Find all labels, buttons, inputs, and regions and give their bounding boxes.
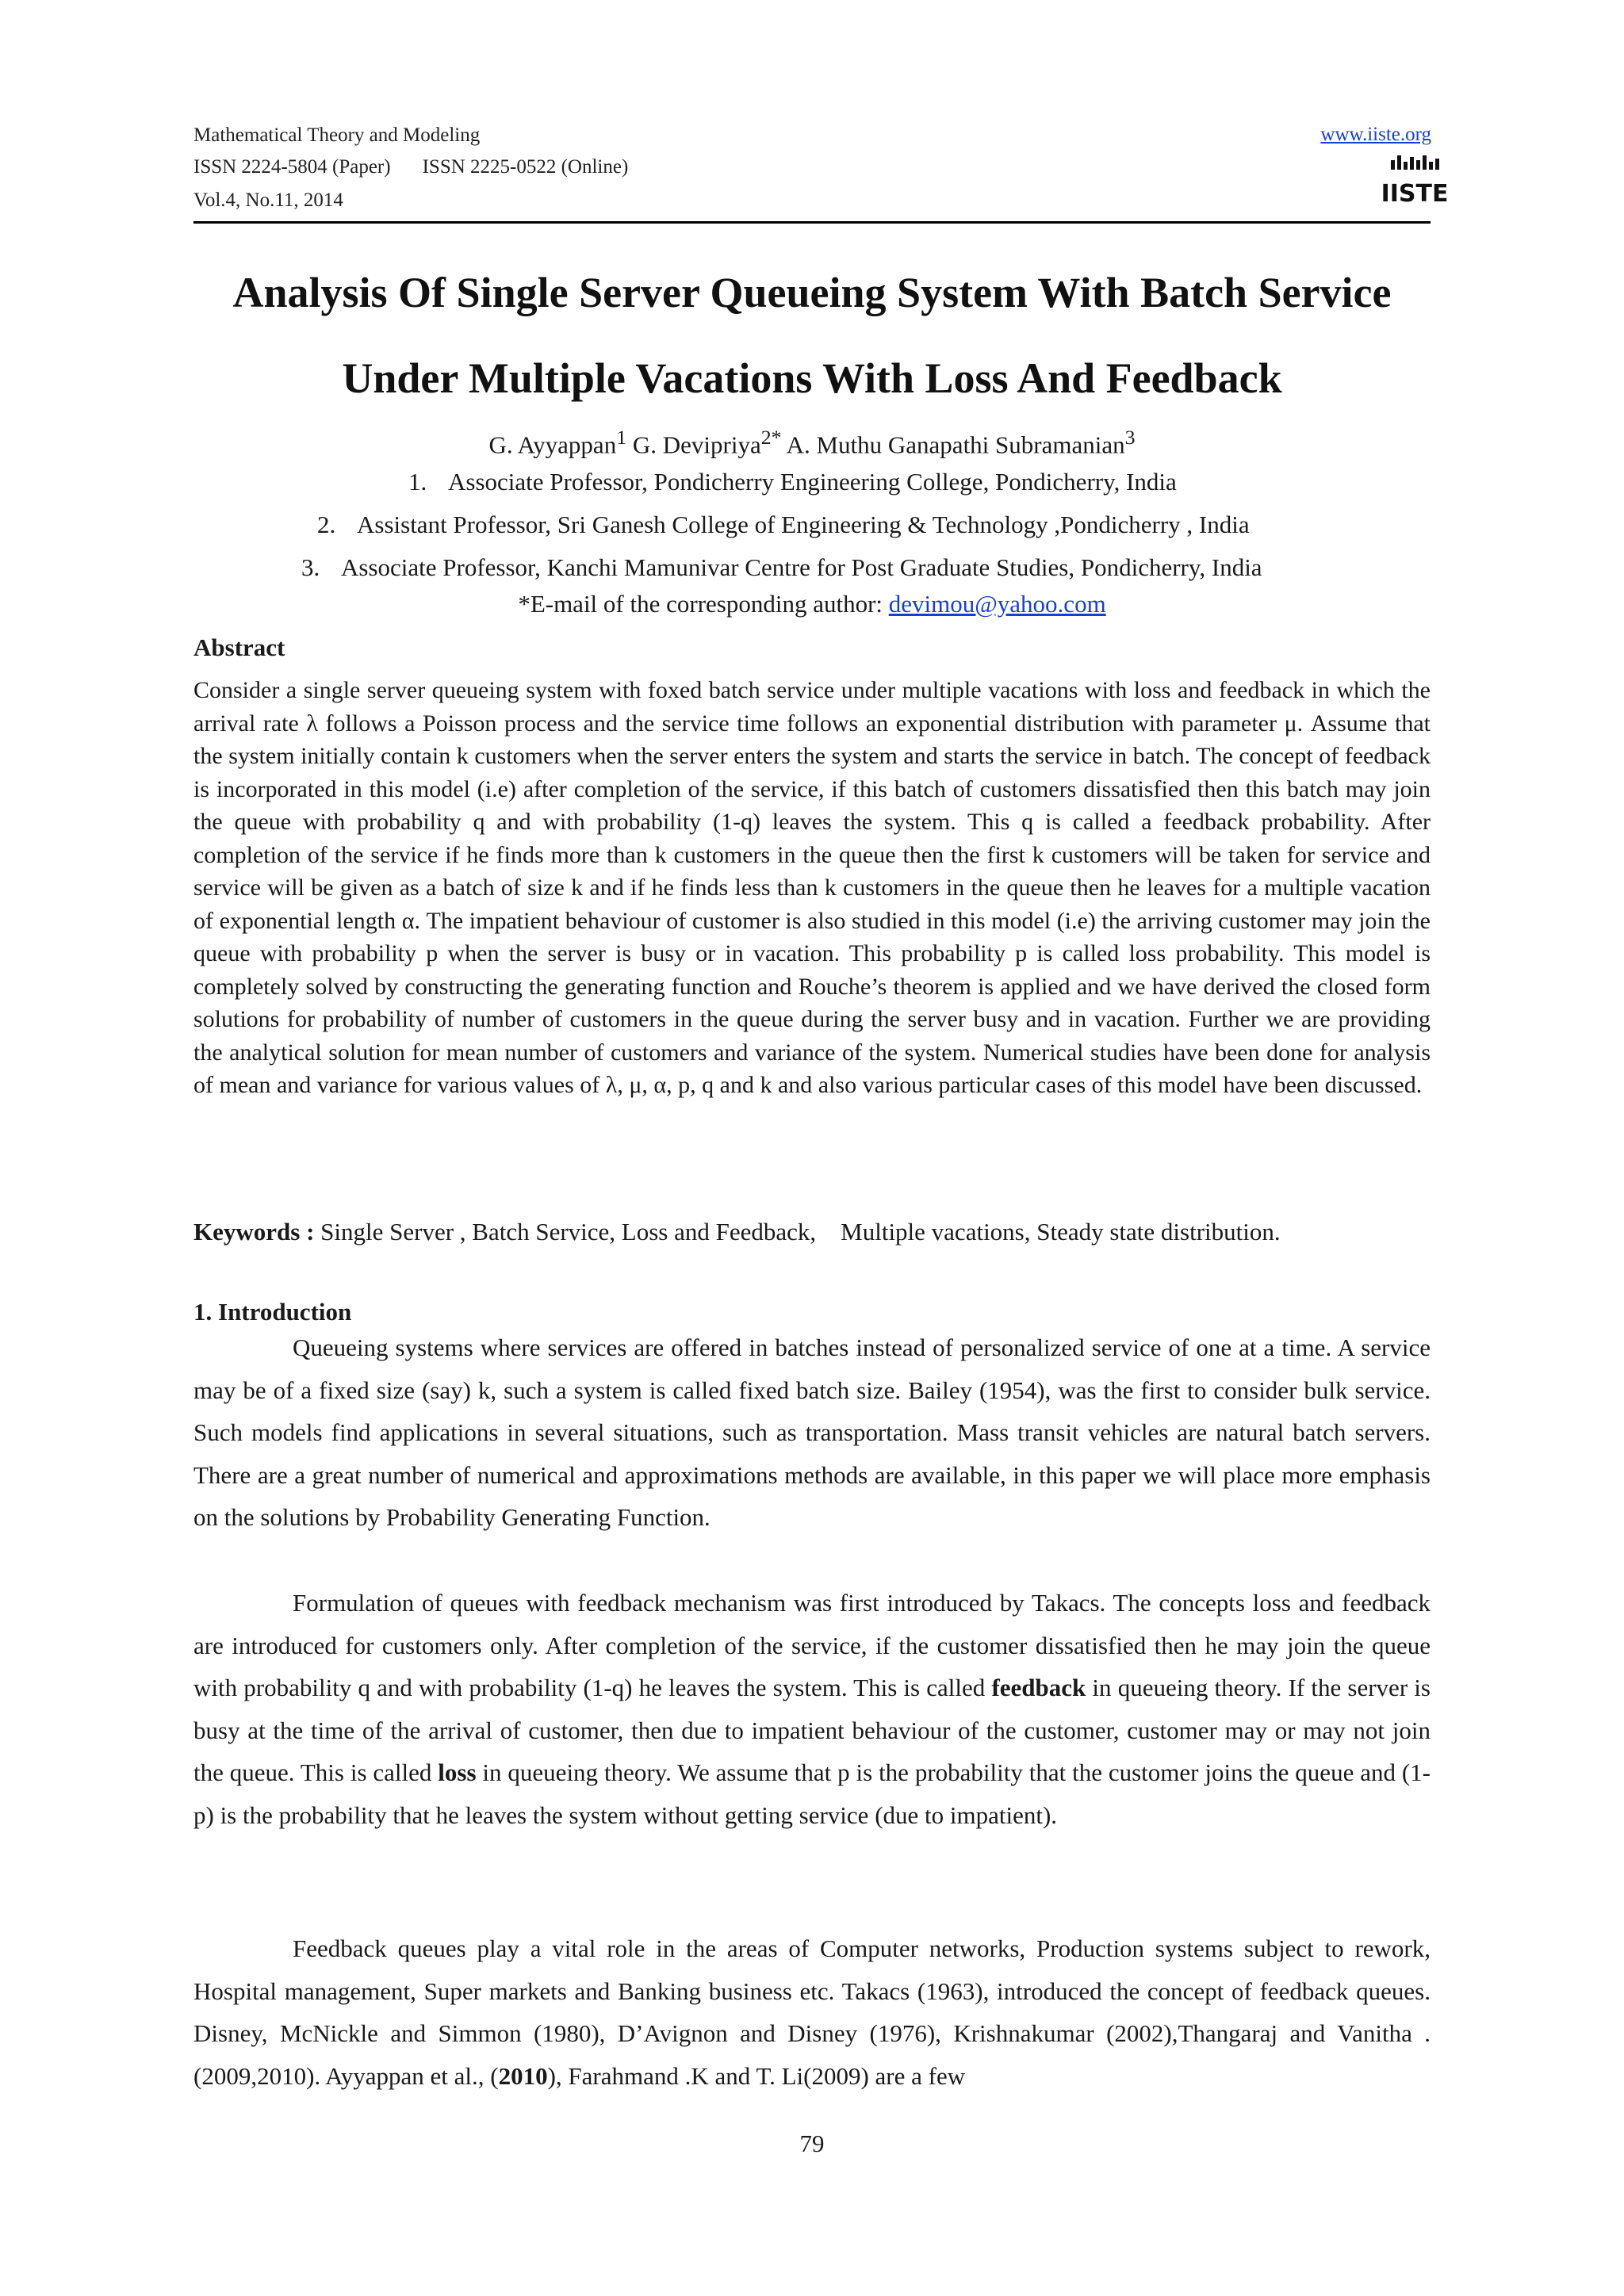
affiliation-3-text: Associate Professor, Kanchi Mamunivar Centre for Post Graduate Studies, Pondicherry, India xyxy=(341,553,1262,581)
iiste-logo xyxy=(1381,154,1449,208)
p2-text-d: in queueing theory. We assume that p is the probability that the customer joins the queue and (1-p) is the probability that he leaves the system without getting service (due to impatient). xyxy=(193,1758,1431,1829)
intro-paragraph-1: Queueing systems where services are offered in batches instead of personalized service of one at a time. A service may be of a fixed size (say) k, such a system is called fixed batch size. Bailey (1954), was the first to consider bulk service. Such models find applications in several situations, such as transportation. Mass transit vehicles are natural batch servers. There are a great number of numerical and approximations methods are available, in this paper we will place more emphasis on the solutions by Probability Generating Function. xyxy=(193,1334,1431,1531)
keywords-text: Single Server , Batch Service, Loss and Feedback, Multiple vacations, Steady state distribution. xyxy=(320,1218,1281,1246)
p3-text-c: ), Farahmand .K and T. Li(2009) are a few xyxy=(547,2061,966,2090)
author-2: G. Devipriya xyxy=(626,430,761,459)
logo-text: IISTE xyxy=(1381,180,1449,208)
keywords xyxy=(193,1216,1431,1248)
affiliation-1-number: 1. xyxy=(408,468,427,496)
affiliation-1 xyxy=(408,467,1177,497)
author-line xyxy=(193,423,1431,460)
abstract-heading: Abstract xyxy=(193,633,285,661)
affiliation-3 xyxy=(301,553,1262,583)
paper-title-line-2: Under Multiple Vacations With Loss And Feedback xyxy=(342,354,1282,402)
intro-paragraph-2 xyxy=(193,1582,1431,1836)
p3-bold-year: 2010 xyxy=(498,2061,548,2090)
affiliation-2-number: 2. xyxy=(317,511,336,538)
p2-text-c: in queueing theory. If the server is busy at the time of the arrival of customer, then due to impatient behaviour of the customer, customer may or may not join the queue. This is called xyxy=(193,1674,1431,1786)
affiliation-2-text: Assistant Professor, Sri Ganesh College of Engineering & Technology ,Pondicherry , India xyxy=(357,511,1250,538)
affiliation-2 xyxy=(317,510,1250,540)
intro-paragraph-3 xyxy=(193,1927,1431,2097)
paper-title-line-1: Analysis Of Single Server Queueing System With Batch Service xyxy=(232,269,1392,316)
issn-line xyxy=(193,155,628,179)
abstract-text: Consider a single server queueing system with foxed batch service under multiple vacations with loss and feedback in which the arrival rate λ follows a Poisson process and the service time follows an exponential distribution with parameter μ. Assume that the system initially contain k customers when the server enters the system and starts the service in batch. The concept of feedback is incorporated in this model (i.e) after completion of the service, if this batch of customers dissatisfied then this batch may join the queue with probability q and with probability (1-q) leaves the system. This q is called a feedback probability. After completion of the service if he finds more than k customers in the queue then the first k customers will be taken for service and service will be given as a batch of size k and if he finds less than k customers in the queue then he leaves for a multiple vacation of exponential length α. The impatient behaviour of customer is also studied in this model (i.e) the arriving customer may join the queue with probability p when the server is busy or in vacation. This probability p is called loss probability. This model is completely solved by constructing the generating function and Rouche’s theorem is applied and we have derived the closed form solutions for probability of number of customers in the queue during the server busy and in vacation. Further we are providing the analytical solution for mean number of customers and variance of the system. Numerical studies have been done for analysis of mean and variance for various values of λ, μ, α, p, q and k and also various particular cases of this model have been discussed. xyxy=(193,677,1431,1098)
issn-paper: ISSN 2224-5804 (Paper) xyxy=(193,156,391,178)
term-feedback: feedback xyxy=(991,1674,1086,1701)
p3-text-a: Feedback queues play a vital role in the areas of Computer networks, Production systems subject to rework, Hospital management, Super markets and Banking business etc. Takacs (1963), introduced the concept of feedback queues. Disney, McNickle and Simmon (1980), D’Avignon and Disney (1976), Krishnakumar (2002),Thangaraj and Vanitha . (2009,2010). Ayyappan et al., ( xyxy=(193,1934,1431,2090)
introduction-heading: 1. Introduction xyxy=(193,1298,352,1326)
journal-name: Mathematical Theory and Modeling xyxy=(193,124,481,146)
affiliation-3-number: 3. xyxy=(301,553,320,581)
email-label: *E-mail of the corresponding author: xyxy=(518,590,889,618)
author-1: G. Ayyappan xyxy=(488,430,617,459)
journal-website-link[interactable]: www.iiste.org xyxy=(1320,124,1431,145)
page-number: 79 xyxy=(799,2130,825,2157)
p2-text-a: Formulation of queues with feedback mechanism was first introduced by Takacs. The concepts loss and feedback are introduced for customers only. After completion of the service, if the customer dissatisfied then he may join the queue with probability q and with probability (1-q) he leaves the system. This is called xyxy=(193,1589,1431,1701)
header-rule xyxy=(193,221,1431,224)
volume-info: Vol.4, No.11, 2014 xyxy=(193,189,343,211)
author-2-sup: 2* xyxy=(760,426,782,449)
keywords-label: Keywords : xyxy=(193,1218,321,1246)
author-1-sup: 1 xyxy=(616,426,627,449)
corresponding-email xyxy=(193,589,1431,619)
author-3: A. Muthu Ganapathi Subramanian xyxy=(781,430,1125,459)
term-loss: loss xyxy=(438,1758,477,1786)
email-link[interactable]: devimou@yahoo.com xyxy=(888,590,1106,618)
issn-online: ISSN 2225-0522 (Online) xyxy=(422,156,629,178)
author-3-sup: 3 xyxy=(1124,426,1136,449)
affiliation-1-text: Associate Professor, Pondicherry Engineering College, Pondicherry, India xyxy=(448,468,1177,496)
